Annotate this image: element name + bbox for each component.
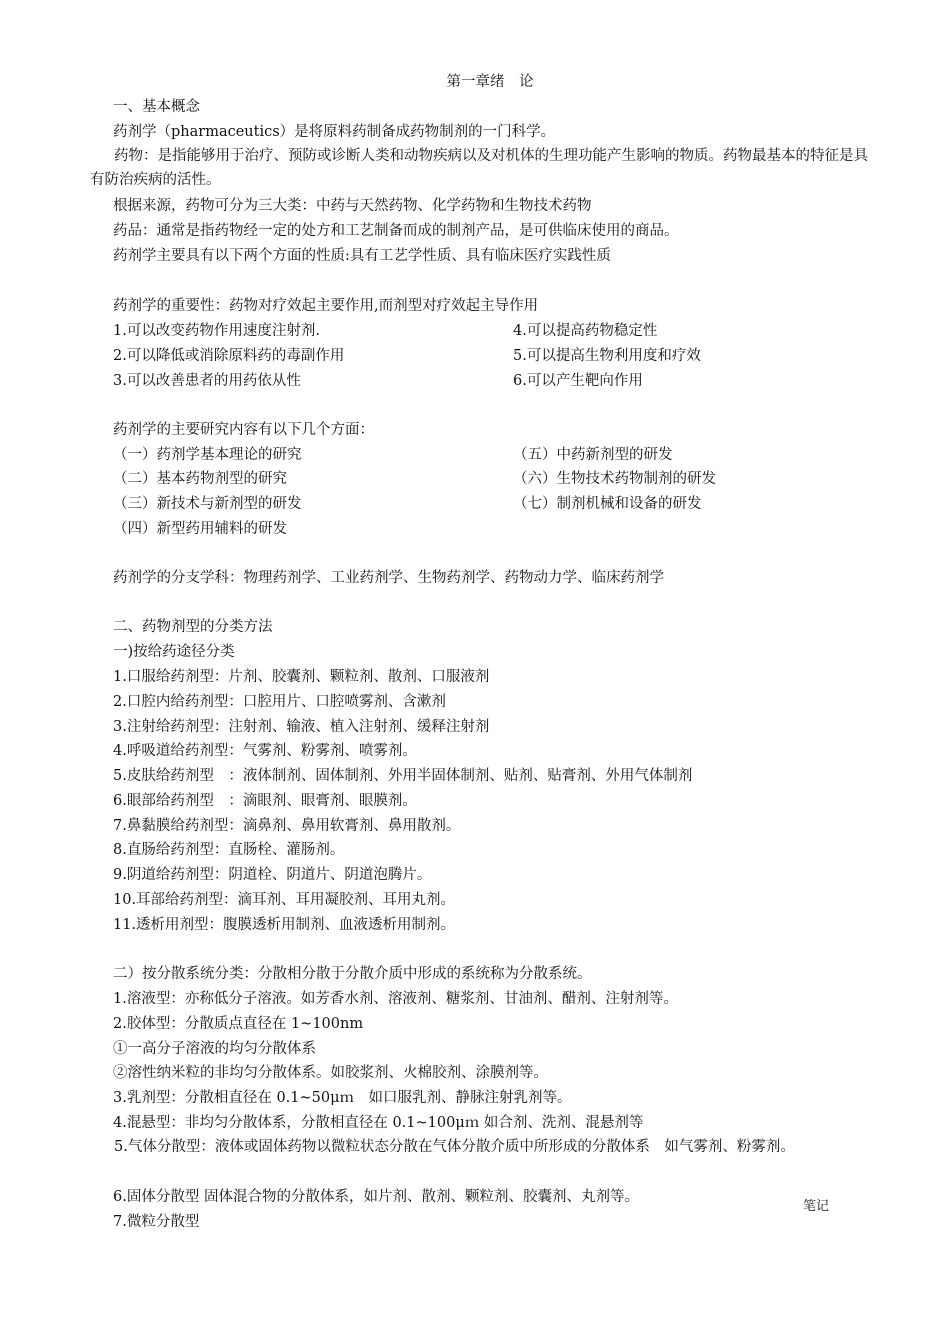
importance-item: 4.可以提高药物稳定性 xyxy=(513,323,658,339)
research-intro: 药剂学的主要研究内容有以下几个方面： xyxy=(113,422,374,438)
margin-note: 笔记 xyxy=(803,1199,830,1214)
research-item: （七）制剂机械和设备的研发 xyxy=(513,496,702,512)
dispersion-item: 7.微粒分散型 xyxy=(113,1214,200,1230)
route-item: 4.呼吸道给药剂型：气雾剂、粉雾剂、喷雾剂。 xyxy=(113,743,417,759)
pharmaceutics-definition: 药剂学（pharmaceutics）是将原料药制备成药物制剂的一门科学。 xyxy=(113,124,556,140)
route-heading: 一)按给药途径分类 xyxy=(113,644,235,660)
research-item: （五）中药新剂型的研发 xyxy=(513,447,673,463)
dispersion-item: 2.胶体型：分散质点直径在 1~100nm xyxy=(113,1016,364,1032)
research-item: （二）基本药物剂型的研究 xyxy=(113,471,287,487)
importance-item: 2.可以降低或消除原料药的毒副作用 xyxy=(113,348,345,364)
importance-item: 1.可以改变药物作用速度注射剂. xyxy=(113,323,320,339)
dispersion-subitem: ②溶性纳米粒的非均匀分散体系。如胶浆剂、火棉胶剂、涂膜剂等。 xyxy=(113,1065,548,1081)
research-item: （六）生物技术药物制剂的研发 xyxy=(513,471,716,487)
chapter-title: 第一章绪 论 xyxy=(446,74,534,90)
route-item: 2.口腔内给药剂型：口腔用片、口腔喷雾剂、含漱剂 xyxy=(113,694,446,710)
dispersion-item: 1.溶液型：亦称低分子溶液。如芳香水剂、溶液剂、糖浆剂、甘油剂、醋剂、注射剂等。 xyxy=(113,991,678,1007)
medicine-definition: 药品：通常是指药物经一定的处方和工艺制备而成的制剂产品，是可供临床使用的商品。 xyxy=(113,223,679,239)
route-item: 3.注射给药剂型：注射剂、输液、植入注射剂、缓释注射剂 xyxy=(113,719,490,735)
route-item: 7.鼻黏膜给药剂型：滴鼻剂、鼻用软膏剂、鼻用散剂。 xyxy=(113,818,461,834)
dispersion-subitem: ①一高分子溶液的均匀分散体系 xyxy=(113,1041,316,1057)
route-item: 6.眼部给药剂型 ：滴眼剂、眼膏剂、眼膜剂。 xyxy=(113,793,417,809)
route-item: 11.透析用剂型：腹膜透析用制剂、血液透析用制剂。 xyxy=(113,917,456,933)
route-item: 1.口服给药剂型：片剂、胶囊剂、颗粒剂、散剂、口服液剂 xyxy=(113,669,490,685)
importance-intro: 药剂学的重要性：药物对疗效起主要作用,而剂型对疗效起主导作用 xyxy=(113,298,539,314)
importance-item: 3.可以改善患者的用药依从性 xyxy=(113,373,301,389)
research-item: （三）新技术与新剂型的研发 xyxy=(113,496,302,512)
section1-heading: 一、基本概念 xyxy=(113,99,200,115)
importance-item: 6.可以产生靶向作用 xyxy=(513,373,643,389)
dispersion-item: 5.气体分散型：液体或固体药物以微粒状态分散在气体分散介质中所形成的分散体系 如气雾剂、粉雾剂。 xyxy=(114,1139,795,1155)
route-item: 10.耳部给药剂型：滴耳剂、耳用凝胶剂、耳用丸剂。 xyxy=(113,892,456,908)
dispersion-item: 3.乳剂型：分散相直径在 0.1~50μｍ 如口服乳剂、静脉注射乳剂等。 xyxy=(113,1090,572,1106)
branch-disciplines: 药剂学的分支学科：物理药剂学、工业药剂学、生物药剂学、药物动力学、临床药剂学 xyxy=(113,570,664,586)
drug-definition: 药物：是指能够用于治疗、预防或诊断人类和动物疾病以及对机体的生理功能产生影响的物质。药物最基本的特征是具有防治疾病的活性。 xyxy=(90,148,868,188)
route-item: 5.皮肤给药剂型 ：液体制剂、固体制剂、外用半固体制剂、贴剂、贴膏剂、外用气体制剂 xyxy=(113,768,693,784)
dispersion-item: 4.混悬型：非均匀分散体系，分散相直径在 0.1~100μｍ 如合剂、洗剂、混悬剂等 xyxy=(113,1115,644,1131)
dispersion-heading: 二）按分散系统分类：分散相分散于分散介质中形成的系统称为分散系统。 xyxy=(113,966,592,982)
route-item: 8.直肠给药剂型：直肠栓、灌肠剂。 xyxy=(113,842,345,858)
route-item: 9.阴道给药剂型：阴道栓、阴道片、阴道泡腾片。 xyxy=(113,867,432,883)
research-item: （四）新型药用辅料的研发 xyxy=(113,521,287,537)
importance-item: 5.可以提高生物利用度和疗效 xyxy=(513,348,701,364)
drug-sources: 根据来源，药物可分为三大类：中药与天然药物、化学药物和生物技术药物 xyxy=(113,198,592,214)
section2-heading: 二、药物剂型的分类方法 xyxy=(113,619,273,635)
pharmaceutics-properties: 药剂学主要具有以下两个方面的性质:具有工艺学性质、具有临床医疗实践性质 xyxy=(113,248,611,264)
research-item: （一）药剂学基本理论的研究 xyxy=(113,447,302,463)
dispersion-item: 6.固体分散型 固体混合物的分散体系，如片剂、散剂、颗粒剂、胶囊剂、丸剂等。 xyxy=(113,1189,639,1205)
